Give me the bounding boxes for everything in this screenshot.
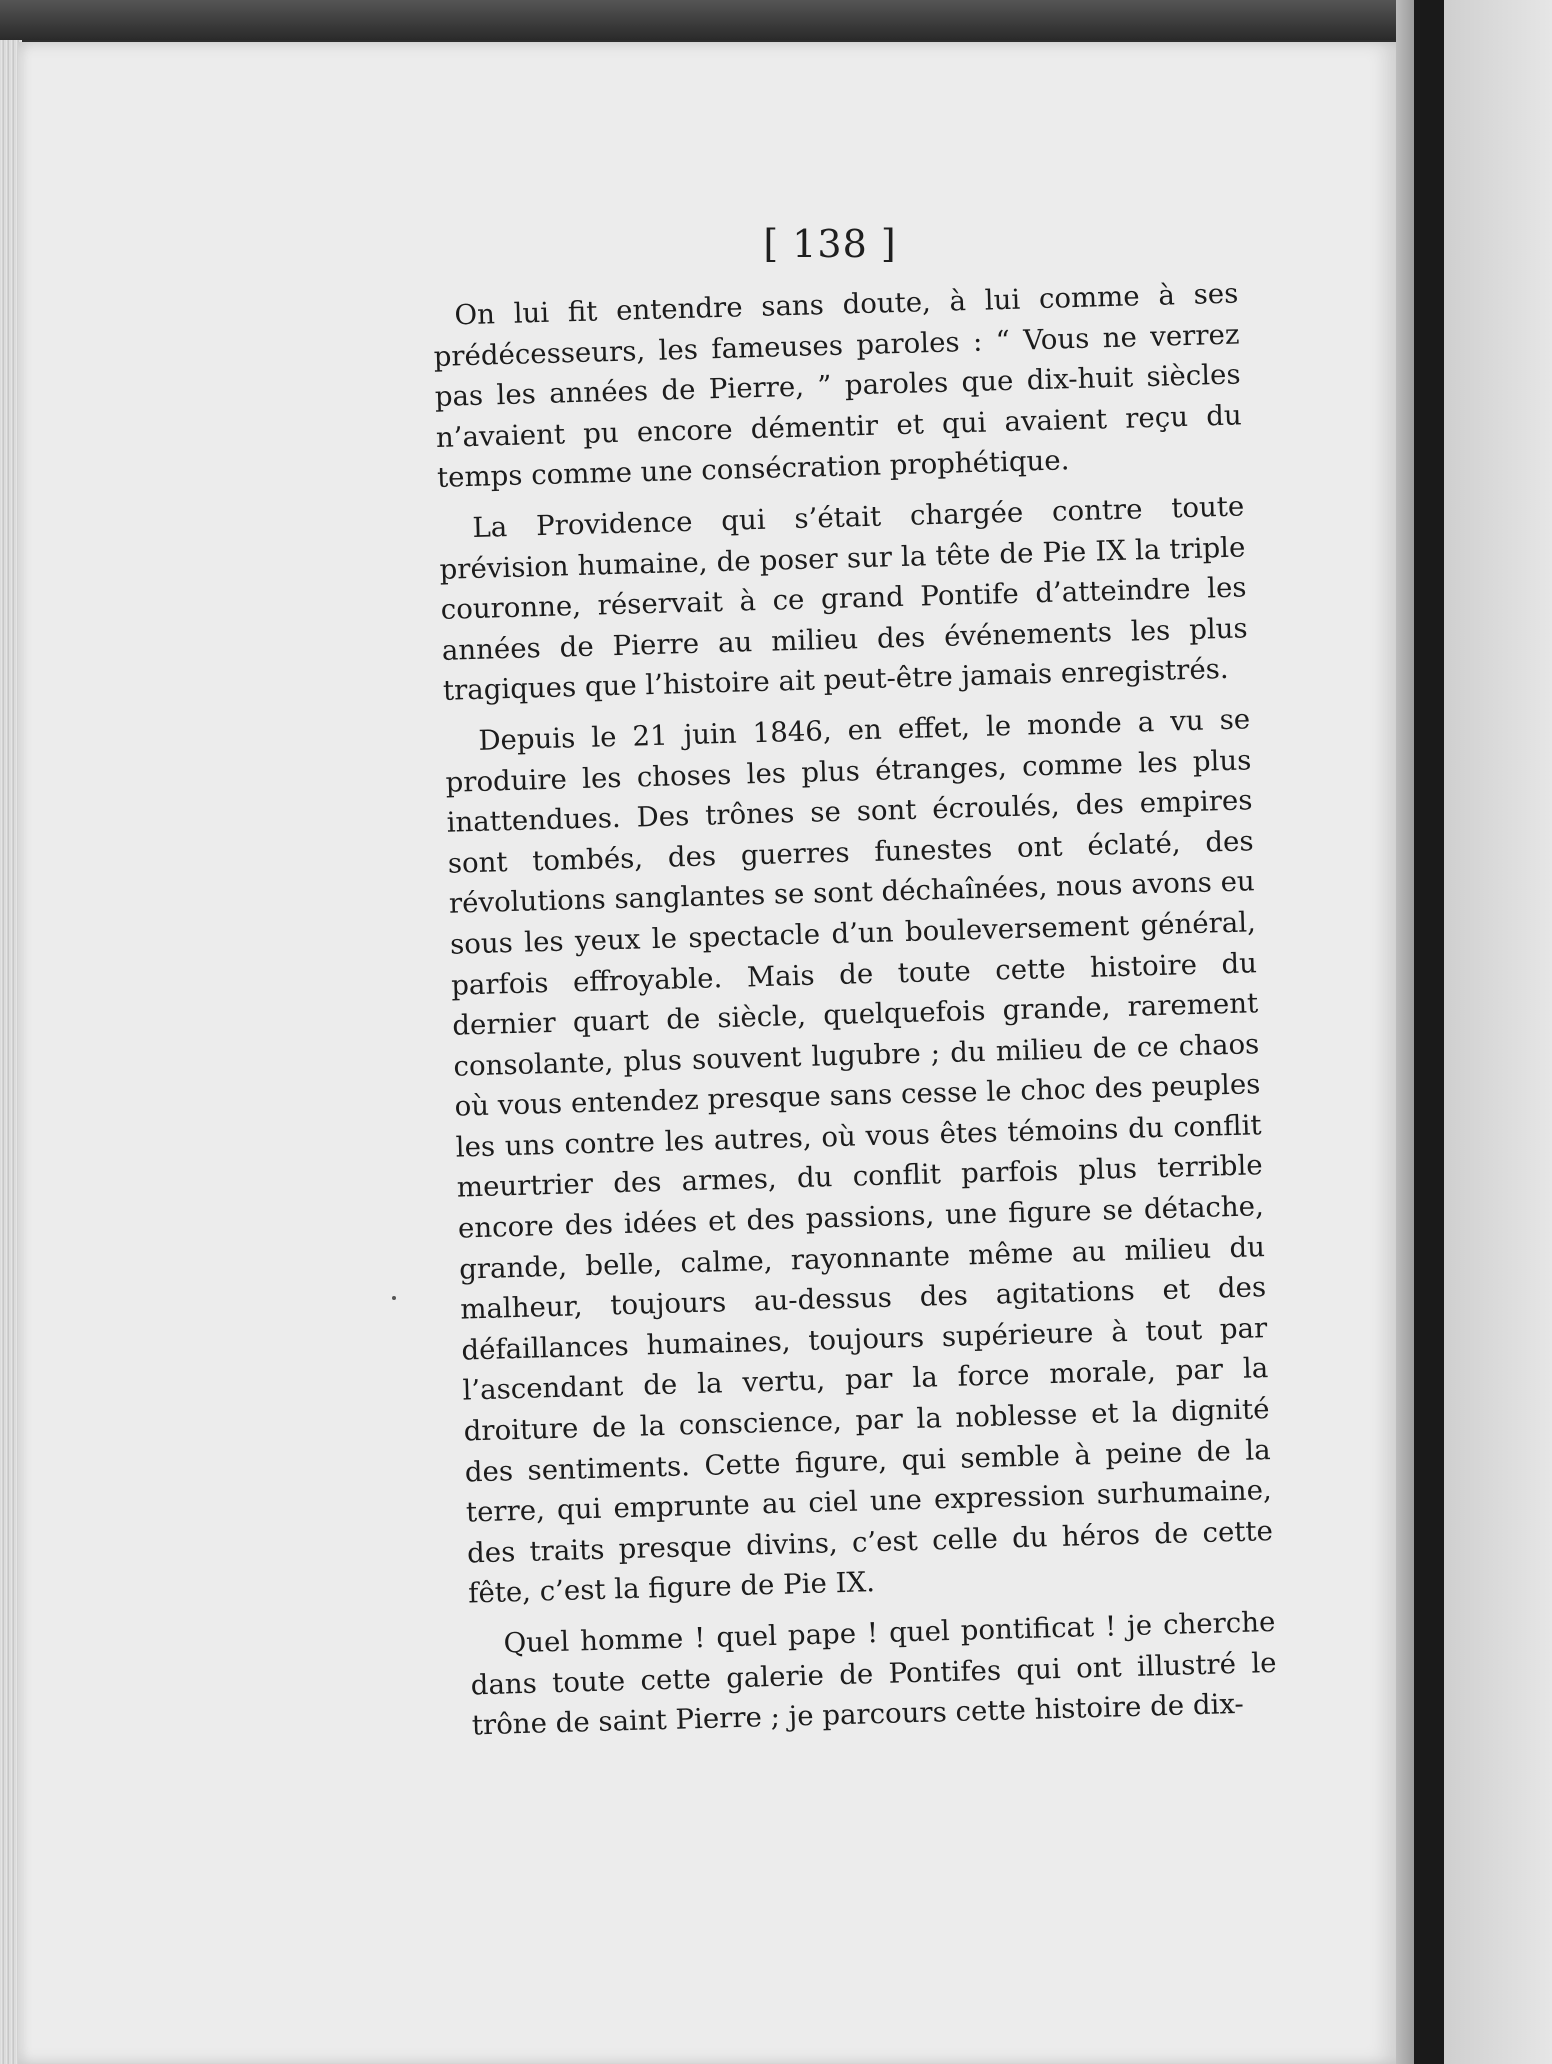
paper-speck xyxy=(392,1296,396,1300)
book-top-edge xyxy=(0,0,1552,40)
paragraph: La Providence qui s’était chargée contre toute prévision humaine, de poser sur la tête de Pie IX la triple couronne, réservait à ce grand Pontife d’atteindre les années de Pierre au milieu des événements les plus tragiques que l’histoire ait peut-être jamais enregistrés. xyxy=(439,489,1249,708)
facing-page-edge xyxy=(1444,0,1552,2064)
page-gutter xyxy=(1396,0,1414,2064)
paragraph: Depuis le 21 juin 1846, en effet, le monde a vu se produire les choses les plus étranges, comme les plus inattendues. Des trônes se sont écroulés, des empires sont tombés, des guerres funestes ont éclaté, des révolutions sanglantes se sont déchaînées, nous avons eu sous les yeux le spectacle d’un bouleversement général, parfois effroyable. Mais de toute cette histoire du dernier quart de siècle, quelquefois grande, rarement consolante, plus souvent lugubre ; du milieu de ce chaos où vous entendez presque sans cesse le choc des peuples les uns contre les autres, où vous êtes témoins du conflit meurtrier des armes, du conflit parfois plus terrible encore des idées et des passions, une figure se détache, grande, belle, calme, rayonnante même au milieu du malheur, toujours au-dessus des agitations et des défaillances humaines, toujours supérieure à tout par l’ascendant de la vertu, par la force morale, par la droiture de la conscience, par la noblesse et la dignité des sentiments. Cette figure, qui semble à peine de la terre, qui emprunte au ciel une expression surhumaine, des traits presque divins, c’est celle du héros de cette fête, c’est la figure de Pie IX. xyxy=(445,702,1274,1610)
paragraph: On lui fit entendre sans doute, à lui comme à ses prédécesseurs, les fameuses paroles : “ Vous ne verrez pas les années de Pierre, ” paroles que dix-huit siècles n’avaient pu encore démentir et qui avaient reçu du temps comme une consécration prophétique. xyxy=(433,276,1243,495)
binding-shadow xyxy=(1414,0,1444,2064)
body-text xyxy=(432,273,1278,1756)
page-number: [ 138 ] xyxy=(763,222,897,266)
paragraph: Quel homme ! quel pape ! quel pontificat ! je cherche dans toute cette galerie de Pontifes qui ont illustré le trône de saint Pierre ; je parcours cette histoire de dix- xyxy=(470,1604,1277,1742)
